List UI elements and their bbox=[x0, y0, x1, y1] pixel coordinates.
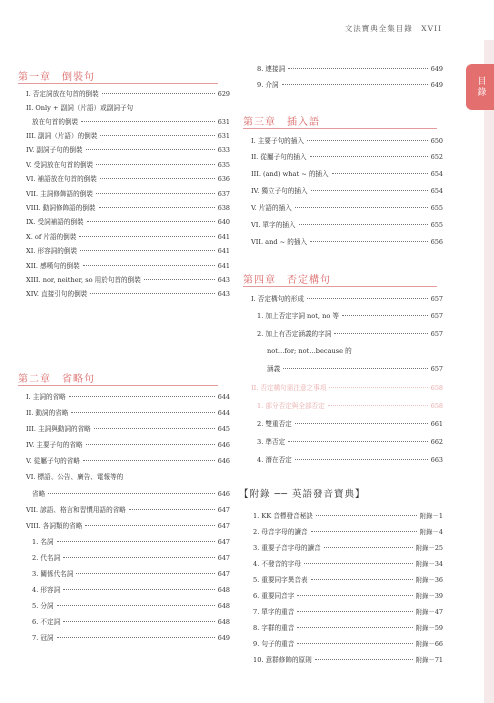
leader-dots bbox=[324, 547, 413, 548]
page-number: 631 bbox=[217, 132, 230, 140]
toc-entry[interactable] bbox=[251, 203, 443, 213]
chapter-rule bbox=[243, 286, 437, 287]
page-number: 652 bbox=[430, 153, 443, 161]
toc-entry[interactable] bbox=[26, 232, 230, 242]
toc-entry-title: XI. 形容詞的倒裝 bbox=[26, 247, 78, 255]
page-number: 646 bbox=[217, 490, 230, 498]
toc-entry-title: 6. 重要同音字 bbox=[253, 592, 295, 600]
page-number: 657 bbox=[430, 365, 443, 373]
toc-entry[interactable] bbox=[251, 220, 443, 230]
leader-dots bbox=[90, 293, 215, 294]
page-number: 641 bbox=[217, 247, 230, 255]
toc-entry[interactable] bbox=[32, 585, 230, 595]
leader-dots bbox=[328, 405, 428, 406]
leader-dots bbox=[342, 315, 428, 316]
toc-entry-title: V. 從屬子句的省略 bbox=[26, 457, 80, 465]
page-number: 附錄－34 bbox=[415, 560, 443, 568]
page-number: 641 bbox=[217, 233, 230, 241]
page-number: 657 bbox=[430, 295, 443, 303]
chapter-title[interactable]: 第一章 倒裝句 bbox=[18, 72, 95, 83]
leader-dots bbox=[71, 412, 214, 413]
toc-entry-title: 8. 字群的重音 bbox=[253, 624, 295, 632]
toc-entry-title: 放在句首的倒裝 bbox=[32, 118, 79, 126]
toc-entry[interactable] bbox=[253, 623, 443, 633]
leader-dots bbox=[100, 178, 215, 179]
leader-dots bbox=[63, 621, 215, 622]
toc-entry[interactable] bbox=[257, 455, 443, 465]
toc-entry[interactable] bbox=[257, 80, 443, 90]
leader-dots bbox=[63, 589, 215, 590]
page-number: 647 bbox=[217, 554, 230, 562]
toc-entry-title: 9. 介詞 bbox=[257, 81, 279, 89]
page-number: 647 bbox=[217, 506, 230, 514]
page-number: 654 bbox=[430, 170, 443, 178]
leader-dots bbox=[79, 236, 214, 237]
page-number: 649 bbox=[430, 65, 443, 73]
toc-entry[interactable] bbox=[253, 527, 443, 537]
toc-entry-title: 10. 意群修飾的原則 bbox=[253, 656, 312, 664]
leader-dots bbox=[83, 265, 215, 266]
toc-entry-title: 2. 代名詞 bbox=[32, 554, 61, 562]
toc-entry[interactable] bbox=[26, 440, 230, 450]
chapter-rule bbox=[18, 83, 218, 84]
chapter-rule bbox=[243, 128, 437, 129]
appendix-title[interactable]: 【附錄 ── 英語發音寶典】 bbox=[239, 489, 366, 500]
toc-entry-title: IX. 受詞補語的倒裝 bbox=[26, 218, 84, 226]
page-number: 647 bbox=[217, 570, 230, 578]
toc-entry-title: 3. 準否定 bbox=[257, 438, 286, 446]
toc-entry-title: I. 否定詞放在句首的倒裝 bbox=[26, 90, 99, 98]
toc-entry[interactable] bbox=[257, 437, 443, 447]
page-number: 655 bbox=[430, 221, 443, 229]
page-number: 643 bbox=[217, 290, 230, 298]
toc-entry-title: 5. 重要同字異音表 bbox=[253, 576, 308, 584]
leader-dots bbox=[288, 441, 428, 442]
leader-dots bbox=[94, 428, 215, 429]
toc-entry[interactable] bbox=[253, 639, 443, 649]
leader-dots bbox=[86, 444, 215, 445]
chapter-title[interactable]: 第四章 否定構句 bbox=[243, 275, 331, 286]
page-number: 648 bbox=[217, 602, 230, 610]
toc-entry-title: III. (and) what ~ 的插入 bbox=[251, 170, 329, 178]
toc-entry-title: XII. 感嘆句的倒裝 bbox=[26, 262, 80, 270]
leader-dots bbox=[310, 241, 428, 242]
page-number: 附錄－36 bbox=[415, 576, 443, 584]
toc-entry[interactable] bbox=[26, 521, 230, 531]
toc-entry-title: 1. KK 音標發音秘訣 bbox=[253, 512, 313, 520]
leader-dots bbox=[96, 164, 215, 165]
toc-entry[interactable] bbox=[26, 275, 230, 285]
toc-entry-title: 8. 連接詞 bbox=[257, 65, 286, 73]
toc-entry-title: II. Only + 副詞（片語）或副詞子句 bbox=[26, 104, 134, 112]
page-number: 647 bbox=[217, 522, 230, 530]
toc-entry-title: VII. 諺語、格言和習慣用語的省略 bbox=[26, 506, 126, 514]
leader-dots bbox=[310, 156, 428, 157]
toc-entry[interactable] bbox=[257, 329, 443, 339]
leader-dots bbox=[295, 459, 428, 460]
toc-entry[interactable] bbox=[253, 511, 443, 521]
leader-dots bbox=[307, 140, 428, 141]
page-number: 644 bbox=[217, 409, 230, 417]
toc-entry-title: VI. 標語、公告、廣告、電報等的 bbox=[26, 473, 124, 481]
leader-dots bbox=[315, 659, 413, 660]
toc-entry-title: 1. 加上否定字詞 not, no 等 bbox=[257, 312, 340, 320]
toc-entry[interactable] bbox=[251, 186, 443, 196]
toc-entry[interactable] bbox=[26, 424, 230, 434]
page-number: 附錄－39 bbox=[415, 592, 443, 600]
page-number: 附錄－59 bbox=[415, 624, 443, 632]
toc-entry[interactable] bbox=[32, 537, 230, 547]
running-header: 文法寶典全集目錄 XVII bbox=[344, 24, 442, 33]
toc-entry-title: 3. 關係代名詞 bbox=[32, 570, 74, 578]
toc-entry-title: VIII. 動詞修飾語的倒裝 bbox=[26, 204, 96, 212]
toc-entry[interactable] bbox=[26, 189, 230, 199]
toc-entry-title: 4. 不發音的字母 bbox=[253, 560, 301, 568]
leader-dots bbox=[57, 541, 215, 542]
toc-entry-title: III. 副詞（片語）的倒裝 bbox=[26, 132, 98, 140]
toc-entry-title: 1. 名詞 bbox=[32, 538, 54, 546]
page-number: 629 bbox=[217, 90, 230, 98]
side-strip bbox=[484, 40, 494, 703]
toc-entry-title: 7. 單字的重音 bbox=[253, 608, 295, 616]
toc-entry[interactable] bbox=[257, 419, 443, 429]
leader-dots bbox=[129, 509, 215, 510]
chapter-title[interactable]: 第二章 省略句 bbox=[18, 374, 95, 385]
toc-entry[interactable] bbox=[26, 203, 230, 213]
leader-dots bbox=[334, 333, 427, 334]
leader-dots bbox=[307, 298, 428, 299]
leader-dots bbox=[297, 627, 412, 628]
page-number: 644 bbox=[217, 393, 230, 401]
leader-dots bbox=[332, 173, 428, 174]
leader-dots bbox=[80, 250, 215, 251]
toc-entry[interactable] bbox=[253, 543, 443, 553]
toc-entry[interactable] bbox=[32, 569, 230, 579]
page-number: 663 bbox=[430, 456, 443, 464]
toc-entry[interactable] bbox=[26, 289, 230, 299]
leader-dots bbox=[57, 605, 215, 606]
toc-entry-title: II. 否定構句需注意之事項 bbox=[251, 384, 327, 392]
toc-entry-title: V. 片語的插入 bbox=[251, 204, 292, 212]
page-number: 631 bbox=[217, 118, 230, 126]
leader-dots bbox=[304, 563, 413, 564]
toc-entry-title: I. 主要子句的插入 bbox=[251, 137, 304, 145]
toc-entry[interactable] bbox=[257, 311, 443, 321]
toc-entry-title: 2. 母音字母的讀音 bbox=[253, 528, 308, 536]
toc-entry[interactable] bbox=[26, 246, 230, 256]
leader-dots bbox=[48, 493, 215, 494]
toc-entry[interactable] bbox=[253, 575, 443, 585]
leader-dots bbox=[283, 368, 428, 369]
toc-entry[interactable] bbox=[26, 408, 230, 418]
chapter-title[interactable]: 第三章 插入語 bbox=[243, 117, 320, 128]
page-number: 648 bbox=[217, 586, 230, 594]
leader-dots bbox=[102, 93, 215, 94]
toc-entry[interactable] bbox=[26, 174, 230, 184]
leader-dots bbox=[295, 423, 428, 424]
page-number: 641 bbox=[217, 262, 230, 270]
toc-entry[interactable] bbox=[267, 364, 443, 374]
toc-entry[interactable] bbox=[253, 607, 443, 617]
toc-entry[interactable] bbox=[251, 383, 443, 393]
toc-entry-title: XIV. 直接引句的倒裝 bbox=[26, 290, 88, 298]
page-number: 654 bbox=[430, 187, 443, 195]
toc-entry[interactable] bbox=[26, 160, 230, 170]
page-number: 657 bbox=[430, 330, 443, 338]
page-number: 645 bbox=[217, 425, 230, 433]
page-number: 655 bbox=[430, 204, 443, 212]
leader-dots bbox=[282, 84, 428, 85]
leader-dots bbox=[99, 207, 215, 208]
toc-entry-title: VI. 補語放在句首的倒裝 bbox=[26, 175, 97, 183]
leader-dots bbox=[329, 387, 427, 388]
page-number: 647 bbox=[217, 538, 230, 546]
toc-entry-title: 省略 bbox=[32, 490, 46, 498]
toc-entry-title: III. 主詞與動詞的省略 bbox=[26, 425, 91, 433]
toc-entry-title: 4. 形容詞 bbox=[32, 586, 61, 594]
toc-entry-title: I. 否定構句的形成 bbox=[251, 295, 304, 303]
toc-entry-title: XIII. nor, neither, so 用於句首的倒裝 bbox=[26, 276, 141, 284]
toc-entry-title: 4. 潛在否定 bbox=[257, 456, 292, 464]
page-number: 649 bbox=[217, 634, 230, 642]
leader-dots bbox=[85, 525, 214, 526]
leader-dots bbox=[69, 396, 215, 397]
toc-entry-title: VI. 單字的插入 bbox=[251, 221, 296, 229]
leader-dots bbox=[295, 207, 428, 208]
toc-entry-title: 2. 加上有否定涵義的字詞 bbox=[257, 330, 332, 338]
toc-entry[interactable] bbox=[251, 152, 443, 162]
toc-entry[interactable] bbox=[267, 346, 443, 356]
toc-entry-title: 2. 雙重否定 bbox=[257, 420, 292, 428]
leader-dots bbox=[288, 68, 428, 69]
toc-entry[interactable] bbox=[253, 559, 443, 569]
page-number: 662 bbox=[430, 438, 443, 446]
toc-entry[interactable] bbox=[251, 169, 443, 179]
toc-entry[interactable] bbox=[26, 217, 230, 227]
page-number: 附錄－66 bbox=[415, 640, 443, 648]
toc-entry-title: 3. 重要子音字母的讀音 bbox=[253, 544, 321, 552]
leader-dots bbox=[96, 193, 215, 194]
page-number: 656 bbox=[430, 238, 443, 246]
page-number: 637 bbox=[217, 190, 230, 198]
leader-dots bbox=[57, 637, 215, 638]
leader-dots bbox=[144, 279, 215, 280]
toc-entry-title: 5. 分詞 bbox=[32, 602, 54, 610]
page-number: 646 bbox=[217, 441, 230, 449]
leader-dots bbox=[297, 643, 412, 644]
page-number: 附錄－1 bbox=[419, 512, 443, 520]
toc-entry[interactable] bbox=[32, 633, 230, 643]
toc-entry[interactable] bbox=[257, 401, 443, 411]
page-number: 附錄－4 bbox=[419, 528, 443, 536]
leader-dots bbox=[83, 460, 215, 461]
leader-dots bbox=[311, 190, 428, 191]
toc-entry-title: VII. and ~ 的插入 bbox=[251, 238, 308, 246]
toc-entry-title: IV. 獨立子句的插入 bbox=[251, 187, 308, 195]
page-number: 643 bbox=[217, 276, 230, 284]
leader-dots bbox=[299, 224, 428, 225]
leader-dots bbox=[311, 531, 417, 532]
page-number: 636 bbox=[217, 175, 230, 183]
page-number: 650 bbox=[430, 137, 443, 145]
toc-entry[interactable] bbox=[32, 117, 230, 127]
toc-entry-title: V. 受詞放在句首的倒裝 bbox=[26, 161, 94, 169]
page-number: 658 bbox=[430, 402, 443, 410]
leader-dots bbox=[87, 221, 215, 222]
toc-entry-title: 6. 不定詞 bbox=[32, 618, 61, 626]
leader-dots bbox=[63, 557, 215, 558]
toc-entry[interactable] bbox=[26, 261, 230, 271]
toc-entry[interactable] bbox=[253, 591, 443, 601]
toc-entry-title: VII. 主詞修飾語的倒裝 bbox=[26, 190, 93, 198]
page-number: 661 bbox=[430, 420, 443, 428]
toc-entry[interactable] bbox=[251, 136, 443, 146]
toc-entry-title: 涵義 bbox=[267, 365, 281, 373]
leader-dots bbox=[86, 149, 215, 150]
leader-dots bbox=[81, 121, 215, 122]
page-number: 635 bbox=[217, 161, 230, 169]
toc-entry[interactable] bbox=[26, 392, 230, 402]
page-number: 657 bbox=[430, 312, 443, 320]
toc-entry-title: IV. 副詞子句的倒裝 bbox=[26, 146, 83, 154]
toc-entry[interactable] bbox=[253, 655, 443, 665]
page-number: 640 bbox=[217, 218, 230, 226]
toc-entry-title: II. 動詞的省略 bbox=[26, 409, 69, 417]
toc-entry-title: 1. 部分否定與全部否定 bbox=[257, 402, 325, 410]
page-number: 附錄－25 bbox=[415, 544, 443, 552]
toc-entry[interactable] bbox=[26, 131, 230, 141]
leader-dots bbox=[297, 611, 412, 612]
toc-entry[interactable] bbox=[26, 505, 230, 515]
page-number: 646 bbox=[217, 457, 230, 465]
page-number: 633 bbox=[217, 146, 230, 154]
toc-entry[interactable] bbox=[257, 64, 443, 74]
toc-entry-title: I. 主詞的省略 bbox=[26, 393, 66, 401]
toc-entry[interactable] bbox=[32, 601, 230, 611]
page-number: 658 bbox=[430, 384, 443, 392]
page-number: 649 bbox=[430, 81, 443, 89]
toc-entry[interactable] bbox=[32, 617, 230, 627]
leader-dots bbox=[100, 135, 214, 136]
leader-dots bbox=[311, 579, 413, 580]
page-number: 附錄－47 bbox=[415, 608, 443, 616]
toc-entry[interactable] bbox=[26, 103, 230, 113]
toc-entry[interactable] bbox=[32, 553, 230, 563]
toc-entry[interactable] bbox=[26, 145, 230, 155]
side-tab-contents[interactable]: 目錄 bbox=[466, 64, 494, 110]
toc-entry-title: II. 從屬子句的插入 bbox=[251, 153, 307, 161]
leader-dots bbox=[76, 573, 214, 574]
leader-dots bbox=[297, 595, 412, 596]
page-number: 附錄－71 bbox=[415, 656, 443, 664]
toc-entry-title: not…for; not…because 的 bbox=[267, 347, 352, 355]
toc-entry[interactable] bbox=[26, 89, 230, 99]
toc-entry-title: 9. 句子的重音 bbox=[253, 640, 295, 648]
toc-entry[interactable] bbox=[251, 237, 443, 247]
toc-entry-title: VIII. 各詞類的省略 bbox=[26, 522, 83, 530]
chapter-rule bbox=[18, 385, 218, 386]
toc-entry-title: X. of 片語的倒裝 bbox=[26, 233, 77, 241]
toc-entry[interactable] bbox=[26, 456, 230, 466]
toc-entry[interactable] bbox=[32, 489, 230, 499]
toc-entry[interactable] bbox=[251, 294, 443, 304]
toc-entry-title: IV. 主要子句的省略 bbox=[26, 441, 83, 449]
page-number: 648 bbox=[217, 618, 230, 626]
leader-dots bbox=[316, 515, 417, 516]
toc-entry[interactable] bbox=[26, 472, 230, 482]
toc-entry-title: 7. 冠詞 bbox=[32, 634, 54, 642]
page-number: 638 bbox=[217, 204, 230, 212]
